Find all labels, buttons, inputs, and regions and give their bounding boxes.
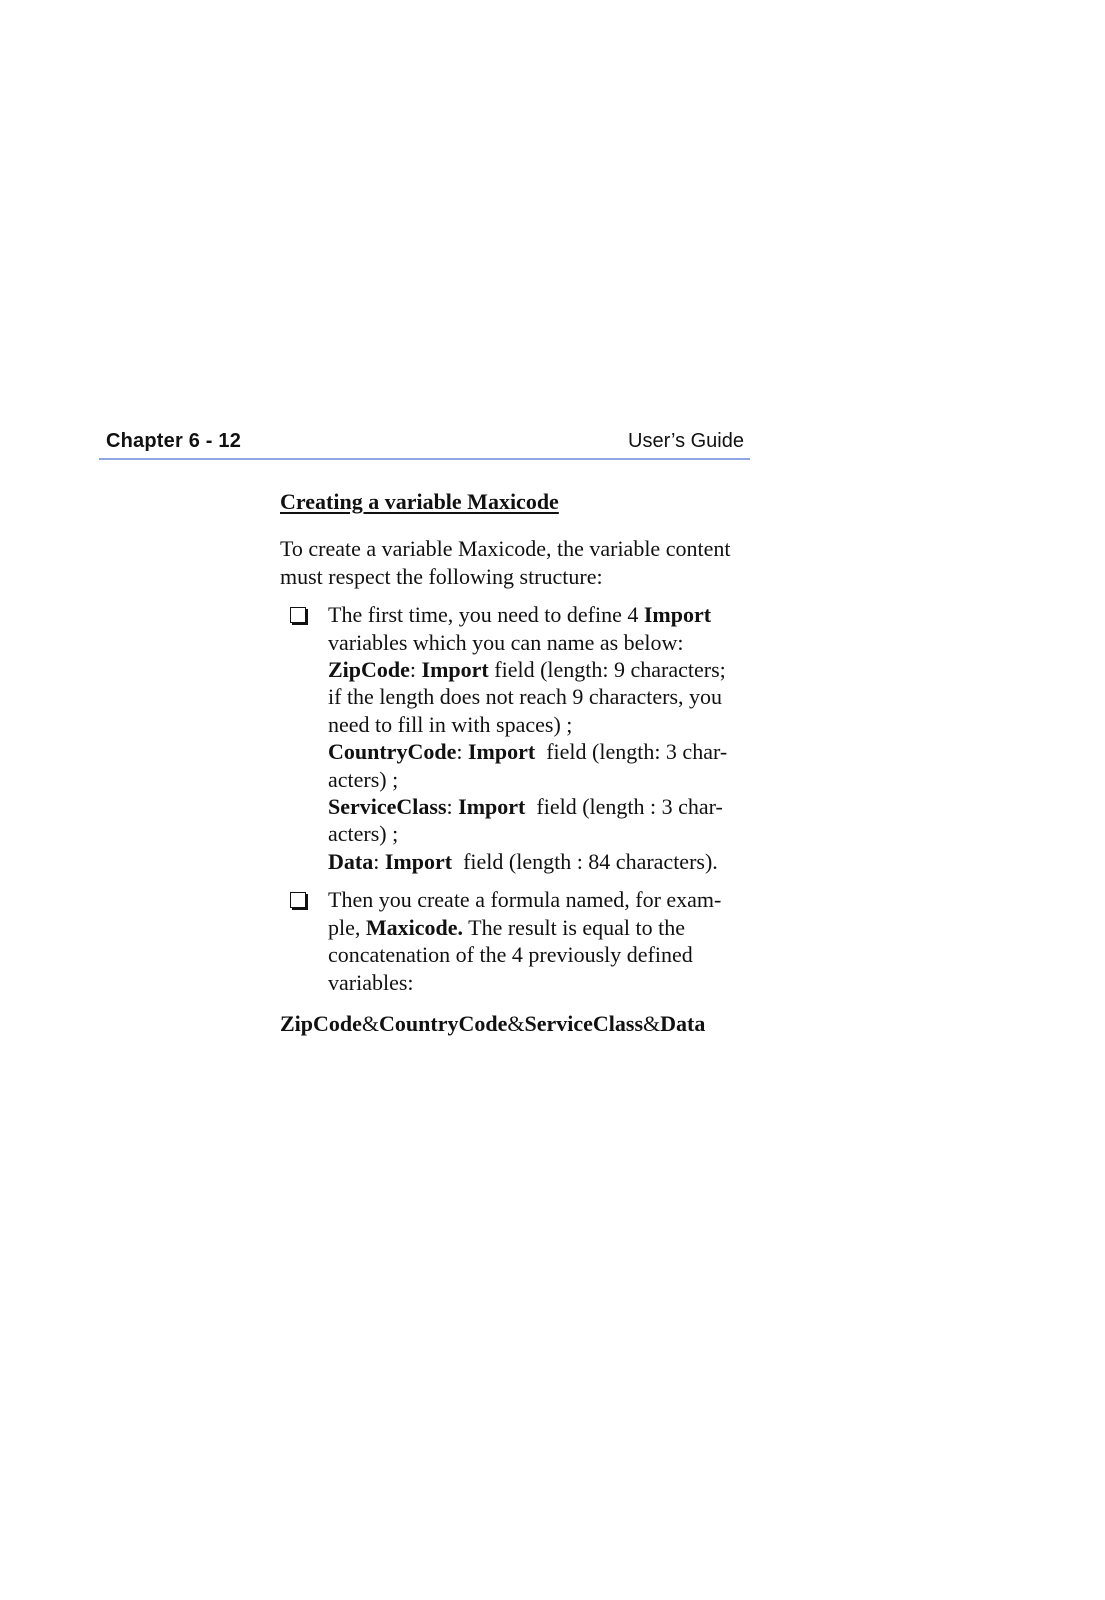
formula-operator: & [361, 1010, 380, 1036]
text-run: : [409, 657, 422, 683]
item-line: concatenation of the 4 previously defined [328, 942, 693, 968]
chapter-label: Chapter 6 - 12 [106, 430, 242, 452]
text-run: field (length : 84 characters). [452, 848, 718, 874]
item-line: if the length does not reach 9 characters, you [328, 684, 723, 710]
bold-term: Import [458, 794, 526, 820]
item-line: variables which you can name as below: [328, 629, 684, 655]
item-line: need to fill in with spaces) ; [328, 711, 573, 737]
bold-term: Import [421, 657, 489, 683]
text-run: The first time, you need to define 4 [328, 602, 644, 628]
running-header [99, 418, 750, 460]
bold-term: Data [328, 848, 374, 874]
intro-paragraph [280, 535, 770, 590]
section-title: Creating a variable Maxicode [280, 489, 559, 514]
bold-term: Import [467, 739, 536, 765]
formula-operator: & [643, 1010, 661, 1036]
text-run: : [446, 794, 459, 820]
bold-term: CountryCode [328, 739, 457, 765]
item-line: variables: [328, 969, 414, 995]
formula-term: CountryCode [379, 1010, 508, 1036]
item-line: acters) ; [328, 766, 399, 792]
item-line [328, 656, 780, 683]
formula-operator: & [507, 1010, 525, 1036]
item-line: acters) ; [328, 821, 399, 847]
guide-title: User’s Guide [628, 430, 744, 452]
checkbox-bullet-icon [290, 892, 306, 908]
formula-expression [280, 1010, 780, 1037]
text-run: field (length : 3 char- [525, 794, 723, 820]
bold-term: Import [643, 602, 712, 628]
formula-term: ZipCode [280, 1010, 362, 1036]
item-line [328, 848, 780, 875]
list-item [280, 886, 780, 996]
item-line [328, 914, 780, 941]
list-item [280, 601, 780, 875]
intro-line: To create a variable Maxicode, the variable content [280, 536, 731, 562]
bold-term: Maxicode. [365, 914, 464, 940]
text-run: field (length: 9 characters; [488, 657, 726, 683]
text-run: field (length: 3 char- [535, 739, 728, 765]
item-line: Then you create a formula named, for exam- [328, 887, 722, 913]
text-run: The result is equal to the [463, 914, 686, 940]
intro-line: must respect the following structure: [280, 563, 603, 589]
item-line [328, 601, 780, 628]
text-run: : [373, 848, 385, 874]
text-run: : [456, 739, 468, 765]
formula-term: Data [660, 1010, 706, 1036]
item-line [328, 793, 780, 820]
bold-term: Import [384, 848, 453, 874]
text-run: ple, [328, 914, 366, 940]
bold-term: ServiceClass [328, 794, 447, 820]
page-content [280, 488, 780, 1037]
bold-term: ZipCode [328, 657, 410, 683]
checkbox-bullet-icon [290, 607, 306, 623]
item-line [328, 738, 780, 765]
formula-term: ServiceClass [524, 1010, 644, 1036]
